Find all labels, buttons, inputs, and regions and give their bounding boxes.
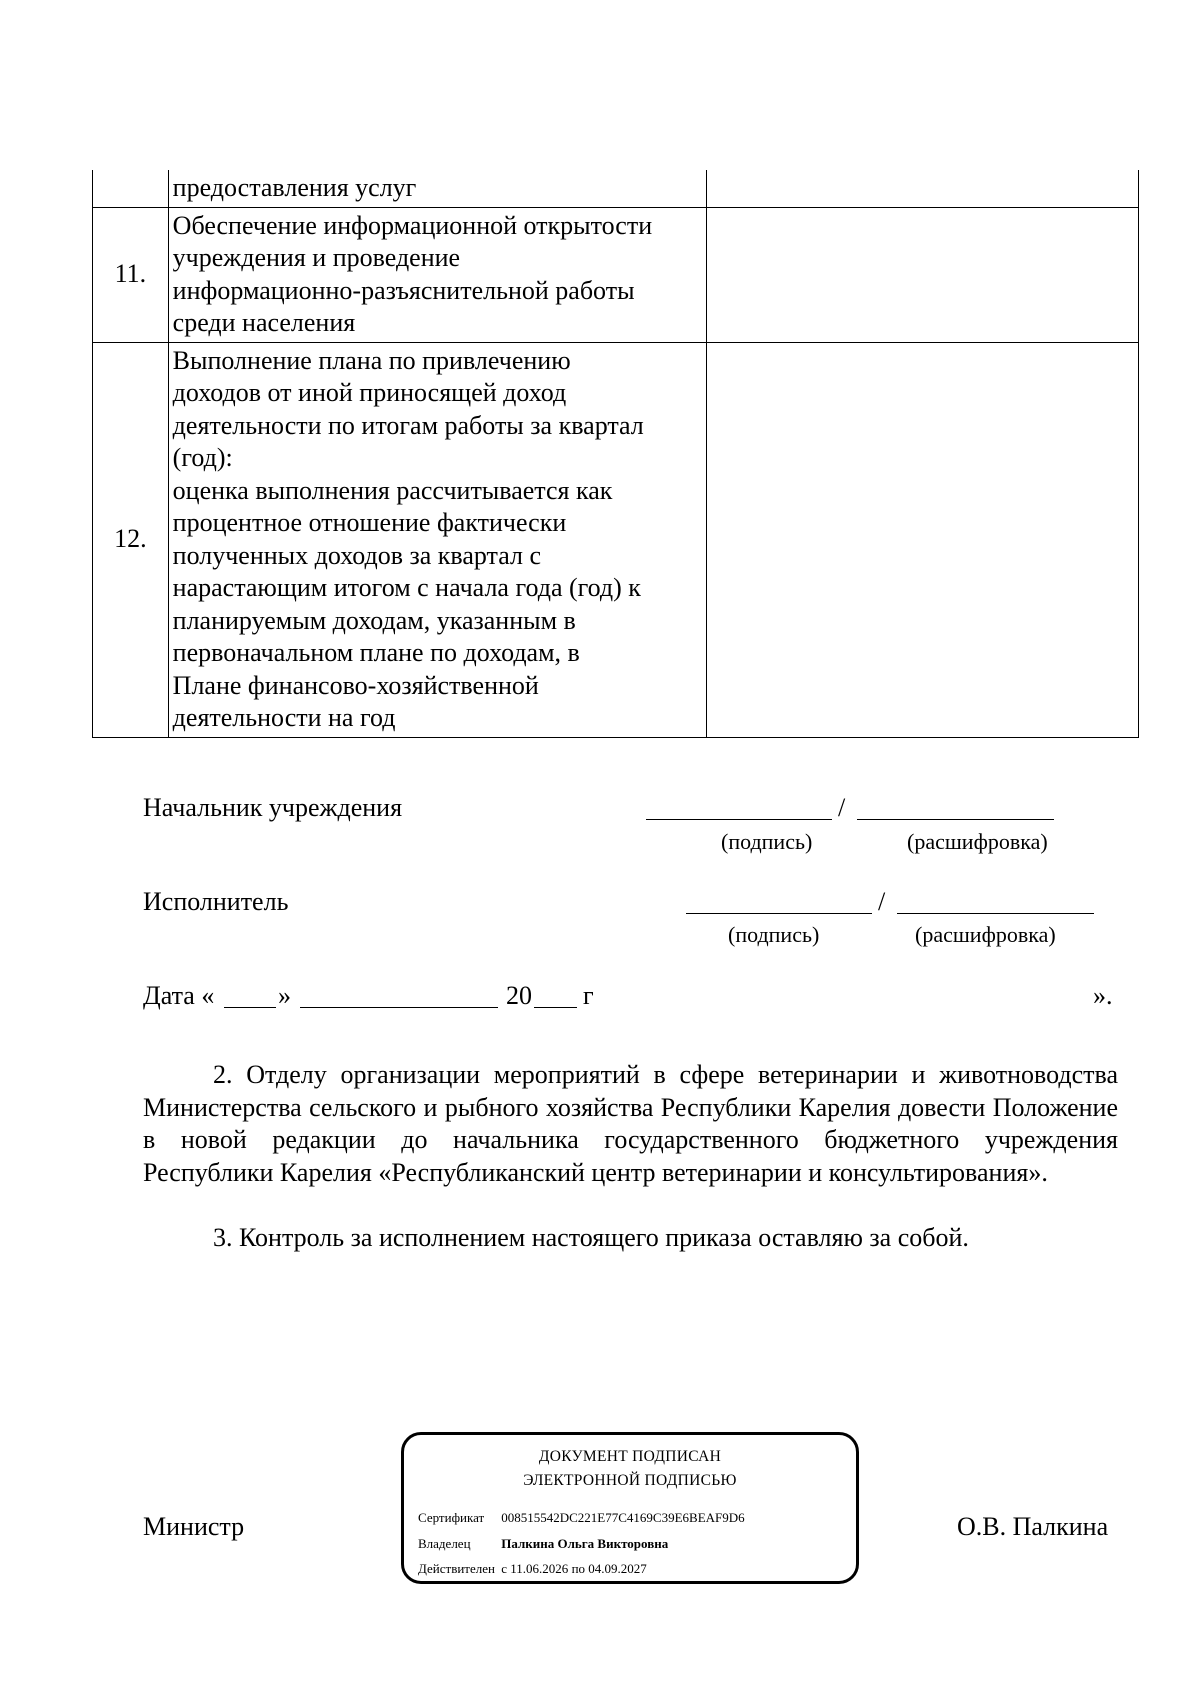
date-quote-close: » bbox=[278, 981, 291, 1010]
date-prefix: Дата « bbox=[143, 981, 215, 1010]
row-text-cell bbox=[168, 342, 707, 737]
stamp-valid-from: 11.06.2026 bbox=[510, 1561, 569, 1576]
paragraph-2-text: 2. Отделу организации мероприятий в сфере ветеринарии и животноводства Министерства сельского и рыбного хозяйства Республики Карелия довести Положение в новой редакции до начальника государственного бюджетного учреждения Республики Карелия «Республиканский центр ветеринарии и консультирования». bbox=[143, 1060, 1118, 1187]
row-number-cell: 11. bbox=[93, 207, 169, 342]
head-signature-label: Начальник учреждения bbox=[143, 793, 403, 822]
row-text-line: Плане финансово-хозяйственной bbox=[172, 670, 539, 700]
row-text-line: доходов от иной приносящей доход bbox=[172, 378, 567, 407]
row-text-line: деятельности на год bbox=[172, 703, 396, 732]
paragraph-2 bbox=[143, 1059, 1118, 1189]
row-text-line: нарастающим итогом с начала года (год) к bbox=[172, 573, 641, 602]
criteria-table bbox=[92, 170, 1139, 738]
head-slash: / bbox=[838, 793, 846, 822]
stamp-valid-row bbox=[418, 1561, 647, 1577]
row-text-line: учреждения и проведение bbox=[172, 243, 461, 272]
row-text-line: планируемым доходам, указанным в bbox=[172, 605, 576, 635]
date-end: ». bbox=[1093, 981, 1113, 1010]
stamp-cert-label: Сертификат bbox=[418, 1510, 485, 1525]
row-value-cell bbox=[707, 342, 1139, 737]
stamp-title-line1: ДОКУМЕНТ ПОДПИСАН bbox=[538, 1448, 722, 1465]
stamp-valid-to: 04.09.2027 bbox=[588, 1561, 647, 1576]
row-text-line: Выполнение плана по привлечению bbox=[172, 345, 571, 375]
stamp-valid-from-prefix: с bbox=[501, 1561, 508, 1576]
executor-signature-label: Исполнитель bbox=[143, 887, 289, 916]
table-row bbox=[93, 170, 1139, 207]
date-year-suffix: г bbox=[583, 981, 594, 1010]
row-text-line: информационно-разъяснительной работы bbox=[172, 275, 635, 305]
electronic-signature-stamp bbox=[401, 1432, 859, 1584]
stamp-valid-label: Действителен bbox=[418, 1561, 495, 1576]
row-text-line: оценка выполнения рассчитывается как bbox=[172, 475, 613, 505]
paragraph-3-text: 3. Контроль за исполнением настоящего приказа оставляю за собой. bbox=[213, 1223, 969, 1252]
stamp-valid-to-prefix: по bbox=[571, 1561, 586, 1576]
footer-position: Министр bbox=[143, 1512, 245, 1541]
date-month-field[interactable] bbox=[300, 981, 498, 1008]
table-row bbox=[93, 207, 1139, 342]
row-text-line: деятельности по итогам работы за квартал bbox=[172, 410, 644, 440]
row-text-line: процентное отношение фактически bbox=[172, 508, 567, 537]
date-day-field[interactable] bbox=[224, 981, 276, 1008]
executor-decode-hint: (расшифровка) bbox=[915, 922, 1056, 947]
head-decode-hint: (расшифровка) bbox=[907, 829, 1048, 854]
executor-slash: / bbox=[878, 887, 886, 916]
row-number-cell: 12. bbox=[93, 342, 169, 737]
stamp-owner-value: Палкина Ольга Викторовна bbox=[501, 1536, 669, 1551]
row-text-line: среди населения bbox=[172, 308, 356, 337]
row-text-line: полученных доходов за квартал с bbox=[172, 540, 542, 570]
row-value-cell bbox=[707, 170, 1139, 207]
date-year-field[interactable] bbox=[534, 981, 577, 1008]
row-value-cell bbox=[707, 207, 1139, 342]
stamp-owner-row bbox=[418, 1536, 668, 1552]
paragraph-3 bbox=[143, 1222, 1118, 1255]
head-sign-hint: (подпись) bbox=[721, 829, 813, 854]
head-signature-field[interactable] bbox=[646, 793, 832, 820]
table-row bbox=[93, 342, 1139, 737]
executor-sign-hint: (подпись) bbox=[728, 922, 820, 947]
stamp-title-line2: ЭЛЕКТРОННОЙ ПОДПИСЬЮ bbox=[523, 1472, 737, 1489]
row-text-line: первоначальном плане по доходам, в bbox=[172, 638, 580, 667]
row-text-cell bbox=[168, 207, 707, 342]
row-text-cell bbox=[168, 170, 707, 207]
row-text: предоставления услуг bbox=[172, 173, 417, 202]
row-text-line: Обеспечение информационной открытости bbox=[172, 210, 653, 240]
executor-decode-field[interactable] bbox=[897, 887, 1094, 914]
stamp-certificate-row bbox=[418, 1510, 745, 1526]
head-decode-field[interactable] bbox=[857, 793, 1054, 820]
date-year-prefix: 20 bbox=[506, 981, 532, 1010]
stamp-owner-label: Владелец bbox=[418, 1536, 471, 1551]
executor-signature-field[interactable] bbox=[686, 887, 872, 914]
row-number-cell bbox=[93, 170, 169, 207]
row-text-line: (год): bbox=[172, 443, 233, 472]
stamp-cert-value: 008515542DC221E77C4169C39E6BEAF9D6 bbox=[501, 1510, 745, 1525]
footer-name: О.В. Палкина bbox=[957, 1512, 1109, 1541]
